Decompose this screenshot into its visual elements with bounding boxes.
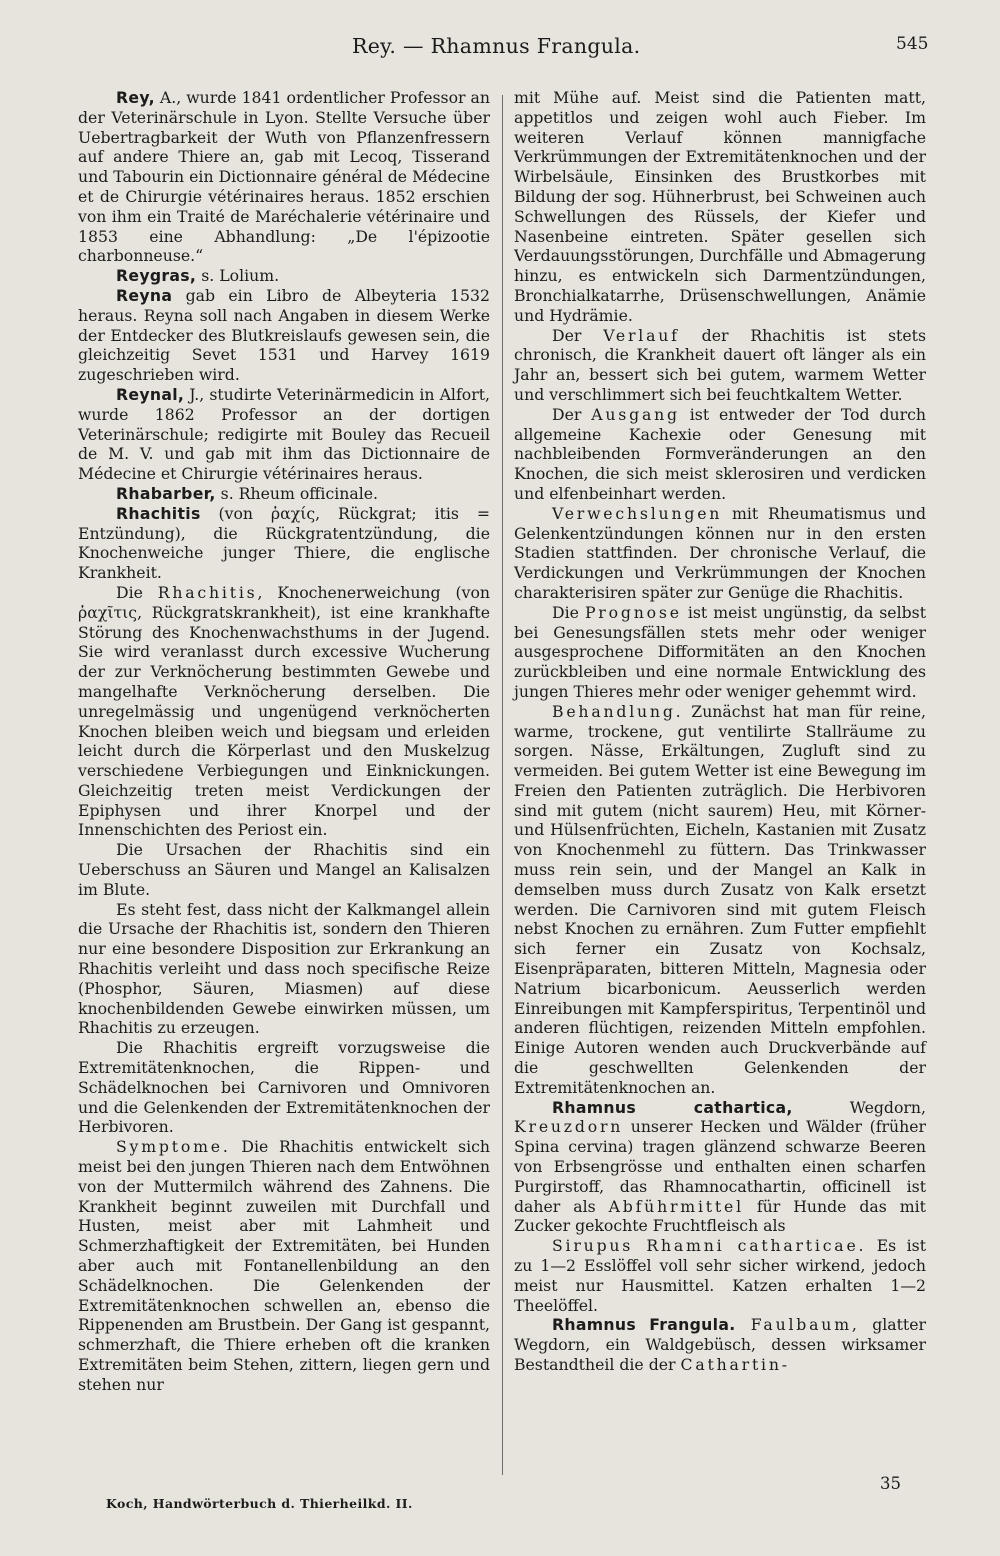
text-span: unserer Hecken und Wälder (früher Spina cervina) tragen glänzend schwarze Beeren von Erbsengrösse und enthalten einen scharfen Purgirstoff, das Rhamnocathartin, officinell ist daher als <box>514 1117 926 1216</box>
spaced-term: Ausgang <box>591 404 680 424</box>
paragraph-text: der Rhachitis ist stets chronisch, die Krankheit dauert oft länger als ein Jahr an, bessert sich bei gutem, warmem Wetter und verschlimmert sich bei feuchtkaltem Wetter. <box>514 325 926 404</box>
running-header <box>0 34 1000 62</box>
entry-head: Rhamnus Frangula. <box>552 1315 736 1335</box>
spaced-term: Cathartin- <box>680 1355 790 1374</box>
text-span: Die <box>552 602 585 622</box>
text-span: Der <box>552 404 592 424</box>
entry-text: A., wurde 1841 ordentlicher Professor an der Veterinärschule in Lyon. Stellte Versuche über Uebertragbarkeit der Wuth von Pflanzenfressern auf andere Thiere an, gab mit Lecoq, Tisserand und Tabourin ein Dictionnaire général de Médecine et de Chirurgie vétérinaires heraus. 1852 erschien von ihm ein Traité de Maréchalerie vétérinaire und 1853 eine Abhandlung: „De l'épizootie charbonneuse.“ <box>78 88 490 266</box>
spaced-term: Symptome. <box>116 1137 231 1157</box>
entry-text: J., studirte Veterinärmedicin in Alfort, wurde 1862 Professor an der dortigen Veterinärschule; redigirte mit Bouley das Recueil de M. V. und gab mit ihm das Dictionnaire de Médecine et Chirurgie vétérinaires heraus. <box>78 384 490 484</box>
text-span: Die <box>116 582 158 602</box>
entry-text: s. Rheum officinale. <box>215 483 378 503</box>
spaced-term: Prognose <box>584 602 682 622</box>
paragraph-text: Es ist zu 1—2 Esslöffel voll sehr sicher wirkend, jedoch meist nur Hausmittel. Katzen erhalten 1—2 Theelöffel. <box>514 1236 926 1315</box>
spaced-term: Abführmittel <box>608 1196 744 1216</box>
entry-text: gab ein Libro de Albeyteria 1532 heraus. Reyna soll nach Angaben in diesem Werke der Entdecker des Blutkreislaufs gewesen sein, die gleichzeitig Sevet 1531 und Harvey 1619 zugeschrieben wird. <box>78 285 490 385</box>
spaced-term: Faulbaum, <box>735 1315 860 1335</box>
text-span: Wegdorn, <box>792 1097 926 1117</box>
paragraph-text: ist meist ungünstig, da selbst bei Genesungsfällen stets mehr oder weniger ausgesprochene Difformitäten an den Knochen zurückbleiben und eine normale Entwicklung des jungen Thieres mehr oder weniger gehemmt wird. <box>514 602 926 701</box>
entry-head: Reygras, <box>116 266 197 286</box>
entry-head: Reyna <box>116 285 173 305</box>
entry-head: Rey, <box>116 88 155 107</box>
header-title: Rey. — Rhamnus Frangula. <box>352 34 641 58</box>
spaced-term: Behandlung. <box>552 701 684 721</box>
paragraph-localisation: Die Rhachitis ergreift vorzugsweise die Extremitätenknochen, die Rippen- und Schädelknochen bei Carnivoren und Omnivoren und die Gelenkenden der Extremitätenknochen der Herbivoren. <box>78 1038 490 1137</box>
paragraph-symptoms-continued: mit Mühe auf. Meist sind die Patienten matt, appetitlos und zeigen wohl auch Fieber. Im weiteren Verlauf können mannigfache Verkrümmungen der Extremitätenknochen und der Wirbelsäule, Einsinken des Brustkorbes mit Bildung der sog. Hühnerbrust, bei Schweinen auch Schwellungen des Rüssels, der Kiefer und Nasenbeine eintreten. Später gesellen sich Verdauungsstörungen, Durchfälle und Abmagerung hinzu, es entwickeln sich Darmentzündungen, Bronchialkatarrhe, Drüsenschwellungen, Anämie und Hydrämie. <box>514 88 926 325</box>
column-divider <box>502 95 503 1475</box>
spaced-term: Rhachitis <box>157 582 258 602</box>
paragraph-text: Zunächst hat man für reine, warme, trockene, gut ventilirte Stallräume zu sorgen. Nässe, Erkältungen, Zugluft sind zu vermeiden. Bei gutem Wetter ist eine Bewegung im Freien den Patienten zuträglich. Die Herbivoren sind mit gutem (nicht saurem) Heu, mit Körner- und Hülsenfrüchten, Eicheln, Kastanien mit Zusatz von Knochenmehl zu füttern. Das Trinkwasser muss rein sein, und der Mangel an Kalk in demselben muss durch Zusatz von Kalk ersetzt werden. Die Carnivoren sind mit gutem Fleisch nebst Knochen zu ernähren. Zum Futter empfiehlt sich ferner ein Zusatz von Kochsalz, Eisenpräparaten, bitteren Mitteln, Magnesia oder Natrium bicarbonicum. Aeusserlich werden Einreibungen mit Kampferspiritus, Terpentinöl und anderen flüchtigen, reizenden Mitteln empfohlen. Einige Autoren wenden auch Druckverbände auf die geschwellten Gelenkenden der Extremitätenknochen an. <box>514 701 926 1097</box>
right-column <box>514 88 926 1375</box>
spaced-term: Kreuzdorn <box>514 1117 624 1137</box>
entry-reygras <box>78 266 490 286</box>
entry-text: s. Lolium. <box>196 266 280 286</box>
text-span: glatter Wegdorn, ein Waldgebüsch, dessen wirksamer Bestandtheil die der <box>514 1315 926 1374</box>
paragraph-definition <box>78 583 490 840</box>
paragraph-sirupus <box>514 1236 926 1315</box>
entry-head: Reynal, <box>116 384 185 404</box>
paragraph-text: ist entweder der Tod durch allgemeine Kachexie oder Genesung mit nachbleibenden Formveränderungen an den Knochen, die sich meist sklerosiren und verdicken und elfenbeinhart werden. <box>514 404 926 503</box>
spaced-term: Verlauf <box>603 325 680 345</box>
paragraph-treatment <box>514 702 926 1098</box>
left-column <box>78 88 490 1395</box>
spaced-term: Verwechslungen <box>552 503 723 523</box>
text-span: für Hunde das mit Zucker gekochte Fruchtfleisch als <box>514 1196 926 1236</box>
paragraph-causes: Die Ursachen der Rhachitis sind ein Ueberschuss an Säuren und Mangel an Kalisalzen im Blute. <box>78 840 490 899</box>
entry-head: Rhachitis <box>116 503 201 523</box>
paragraph-text: Die Rhachitis entwickelt sich meist bei den jungen Thieren nach dem Entwöhnen von der Muttermilch während des Zahnens. Die Krankheit beginnt zuweilen mit Durchfall und Husten, meist aber mit Lahmheit und Schmerzhaftigkeit der Extremitäten, bei Hunden aber auch mit Fontanellenbildung an den Schädelknochen. Die Gelenkenden der Extremitätenknochen schwellen an, ebenso die Rippenenden am Brustbein. Der Gang ist gespannt, schmerzhaft, die Thiere erheben oft die kranken Extremitäten beim Stehen, zittern, liegen gern und stehen nur <box>78 1137 490 1394</box>
entry-rhabarber <box>78 484 490 504</box>
entry-rhachitis <box>78 504 490 583</box>
paragraph-disposition: Es steht fest, dass nicht der Kalkmangel allein die Ursache der Rhachitis ist, sondern den Thieren nur eine besondere Disposition zur Erkrankung an Rhachitis verleiht und dass noch specifische Reize (Phosphor, Säuren, Miasmen) auf diese knochenbildenden Gewebe einwirken müssen, um Rhachitis zu erzeugen. <box>78 899 490 1038</box>
paragraph-outcome <box>514 405 926 504</box>
entry-rhamnus-cathartica <box>514 1098 926 1237</box>
entry-text: (von ῥαχίς, Rückgrat; itis = Entzündung), die Rückgratentzündung, die Knochenweiche junger Thiere, die englische Krankheit. <box>78 503 490 583</box>
entry-reynal <box>78 385 490 484</box>
entry-head: Rhamnus cathartica, <box>552 1097 793 1117</box>
entry-head: Rhabarber, <box>116 483 216 503</box>
entry-reyna <box>78 286 490 385</box>
paragraph-text: , Knochenerweichung (von ῥαχῖτις, Rückgratskrankheit), ist eine krankhafte Störung des Knochenwachsthums in der Jugend. Sie wird veranlasst durch excessive Wucherung der zur Verknöcherung bestimmten Gewebe und mangelhafte Verknöcherung derselben. Die unregelmässig und ungenügend verknöcherten Knochen bleiben weich und biegsam und erleiden leicht durch die Körperlast und den Muskelzug verschiedene Verbiegungen und Einknickungen. Gleichzeitig treten meist Verdickungen der Epiphysen und ihrer Knorpel und der Innenschichten des Periost ein. <box>78 582 490 840</box>
footer-imprint: Koch, Handwörterbuch d. Thierheilkd. II. <box>106 1496 413 1511</box>
paragraph-prognosis <box>514 603 926 702</box>
paragraph-symptoms <box>78 1137 490 1394</box>
entry-rhamnus-frangula <box>514 1315 926 1374</box>
page-number: 545 <box>896 34 929 54</box>
signature-mark: 35 <box>880 1474 901 1493</box>
paragraph-text: mit Rheumatismus und Gelenkentzündungen können nur in den ersten Stadien stattfinden. Der chronische Verlauf, die Verdickungen und Verkrümmungen der Knochen charakterisiren später zur Genüge die Rhachitis. <box>514 503 926 602</box>
paragraph-differential <box>514 504 926 603</box>
spaced-term: Sirupus Rhamni catharticae. <box>552 1236 867 1256</box>
text-span: Der <box>552 325 604 345</box>
paragraph-course <box>514 326 926 405</box>
entry-rey <box>78 88 490 266</box>
